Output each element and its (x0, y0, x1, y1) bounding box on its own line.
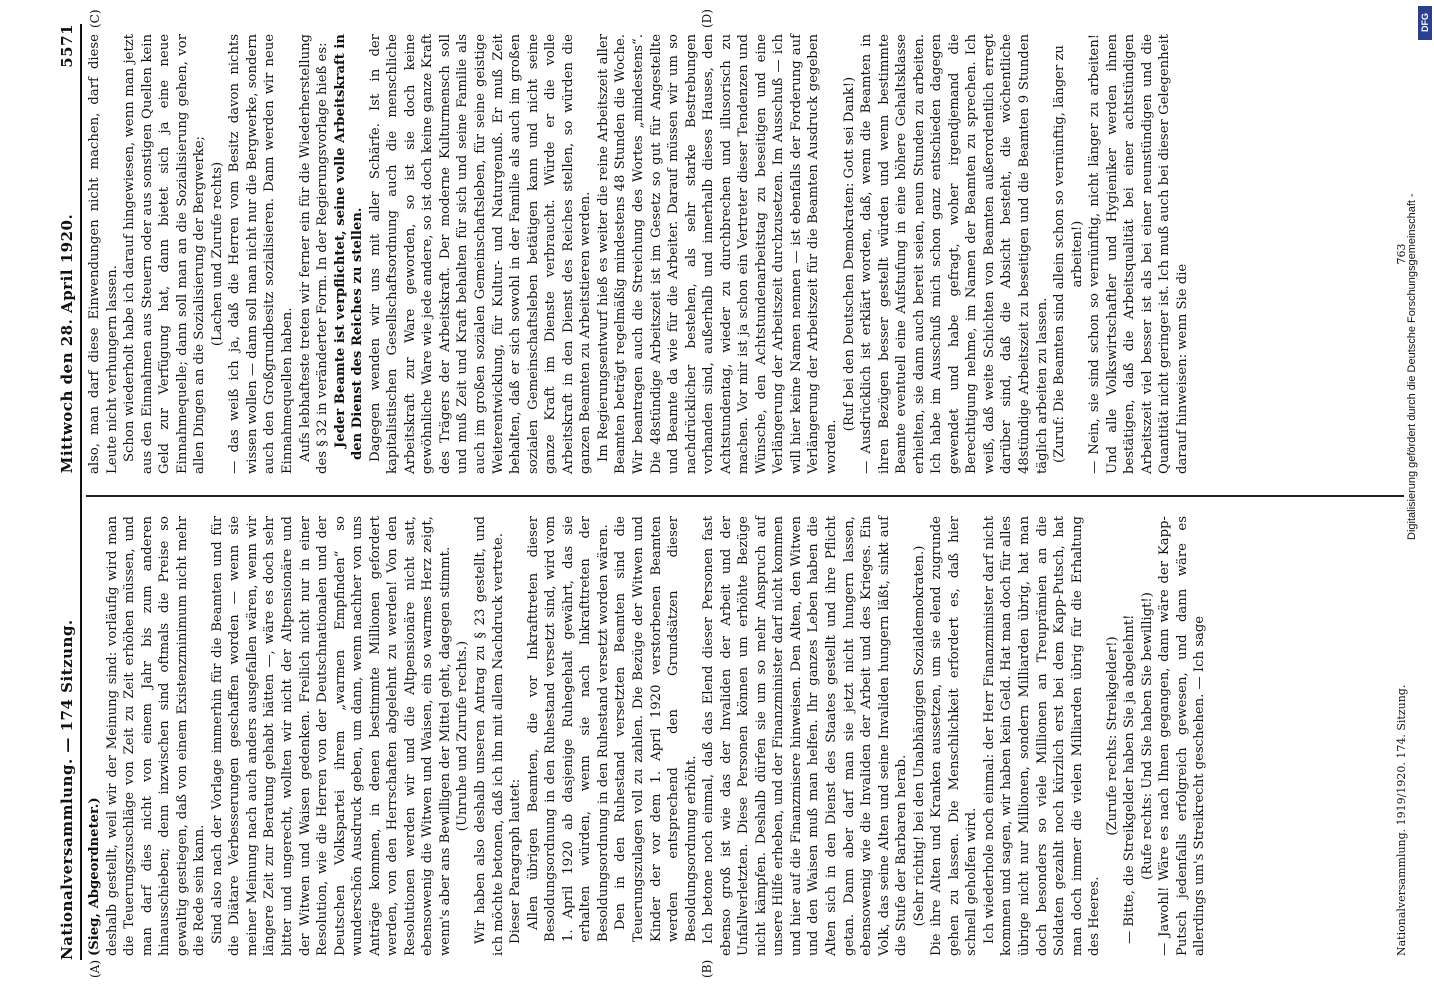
left-column (86, 516, 1404, 956)
interjection: (Unruhe und Zurufe rechts.) (455, 640, 471, 832)
paragraph: Dagegen wenden wir uns mit aller Schärfe. Ist in der kapitalistischen Gesellschaftsordnung auch die menschliche Arbeitskraft zur Ware geworden, so ist sie doch keine gewöhnliche Ware wie jede andere, so ist doch keine ganze Kraft des Trägers der Arbeitskraft. Der moderne Kulturmensch soll und muß Zeit und Kraft behalten für sich und seine Familie als auch im großen sozialen Gemeinschaftsleben, für seine geistige Weiterentwicklung, für Kultur- und Naturgenuß. Er muß Zeit behalten, daß er sich sowohl in der Familie als auch im großen sozialen Gemeinschaftsleben betätigen kann und nicht seine ganze Kraft im Dienste verbraucht. Würde er die volle Arbeitskraft in den Dienst des Reiches stellen, so würden die ganzen Beamten zu Arbeitstieren werden. (367, 34, 594, 474)
margin-mark-c: (C) (88, 9, 102, 28)
interjection: (Sehr richtig! bei den Unabhängigen Sozialdemokraten.) (911, 545, 927, 927)
footer-number: 763 (1395, 243, 1408, 265)
paragraph: — Bitte, die Streikgelder haben Sie ja abgelehnt! (1122, 614, 1138, 944)
paragraph: also, man darf diese Einwendungen nicht machen, darf diese Leute nicht verhungern lassen. (87, 34, 120, 474)
interjection: (Zurufe rechts: Streikgelder!) (1104, 636, 1120, 836)
page-header (54, 24, 82, 960)
interjection: (Zuruf: Die Beamten sind allein schon so vernünftig, länger zu arbeiten!) (1052, 45, 1085, 463)
paragraph: Ich wiederhole noch einmal: der Herr Finanzminister darf nicht kommen und sagen, wir haben kein Geld. Hat man doch für alles übrige nicht nur Millionen, sondern Milliarden übrig, hat man doch besonders so viele Millionen an Treuprämien an die Soldaten gezahlt noch kürzlich erst bei dem Kapp-Putsch, hat man doch immer die vielen Milliarden übrig für die Erhaltung des Heeres. (981, 516, 1103, 956)
column-divider (86, 495, 1404, 497)
dfg-logo: DFG (1418, 6, 1432, 40)
paragraph: — Ausdrücklich ist erklärt worden, daß, wenn die Beamten in ihren Bezügen besser gestellt würden und wenn bestimmte Beamte eventuell eine Aufstufung in eine höhere Gehaltsklasse erhielten, sie dann auch bereit seien, neun Stunden zu arbeiten. Ich habe im Ausschuß mich schon ganz entschieden dagegen gewendet und habe gefragt, woher irgendjemand die Berechtigung nehme, im Namen der Beamten zu sprechen. Ich weiß, daß weite Schichten von Beamten außerordentlich erregt darüber sind, daß die Absicht besteht, die wöchentliche 48stündige Arbeitszeit zu beseitigen und die Beamten 9 Stunden täglich arbeiten zu lassen. (859, 34, 1050, 474)
paragraph: Dieser Paragraph lautet: (508, 778, 524, 944)
margin-mark-d: (D) (700, 9, 714, 28)
page-number: 5571 (58, 24, 76, 68)
interjection: (Rufe rechts: Und Sie haben Sie bewilligt!) (1139, 592, 1155, 880)
paragraph: Schon wiederholt habe ich darauf hingewiesen, wenn man jetzt aus den Einnahmen aus Steuern oder aus sonstigen Quellen kein Geld zur Verfügung hat, dann bietet sich ja eine neue Einnahmequelle; dann soll man an die Sozialisierung gehen, vor allen Dingen an die Sozialisierung der Bergwerke; (122, 34, 208, 474)
paragraph: deshalb gestellt, weil wir der Meinung sind: vorläufig wird man die Teuerungszuschläge von Zeit zu Zeit erhöhen müssen, und man darf dies nicht von einem Jahr bis zum anderen hinausschieben; denn inzwischen sind oftmals die Preise so gewaltig gestiegen, daß von einem Existenzminimum nicht mehr die Rede sein kann. (104, 516, 208, 956)
footer-session: Nationalversammlung. 1919/1920. 174. Sitzung. (1395, 684, 1408, 956)
interjection: (Ruf bei den Deutschen Demokraten: Gott sei Dank!) (841, 76, 857, 432)
paragraph: Die ihre Alten und Kranken aussetzen, um sie elend zugrunde gehen zu lassen. Die Menschlichkeit erfordert es, daß hier schnell geholfen wird. (929, 516, 980, 956)
paragraph: Aufs lebhafteste treten wir ferner ein für die Wiederherstellung des § 32 in veränderter Form. In der Regierungsvorlage hieß es: (297, 34, 331, 474)
margin-mark-a: (A) (88, 959, 102, 978)
paragraph: Ich betone noch einmal, daß das Elend dieser Personen fast ebenso groß ist wie das der Invaliden der Arbeit und der Unfallverletzten. Diese Personen können um erhöhte Bezüge nicht kämpfen. Deshalb dürfen sie um so mehr Anspruch auf unsere Hilfe erheben, und der Finanzminister darf nicht kommen und hier auf die Finanzmisere hinweisen. Den Alten, den Witwen und den Waisen muß man helfen. Ihr ganzes Leben haben die Alten sich in den Dienst des Staates gestellt und ihre Pflicht getan. Dann aber darf man sie jetzt nicht hungern lassen, ebensowenig wie die Invaliden der Arbeit und des Krieges. Ein Volk, das seine Alten und seine Invaliden hungern läßt, sinkt auf die Stufe der Barbaren herab. (701, 516, 910, 956)
quote-paragraph: Jeder Beamte ist verpflichtet, seine volle Arbeitskraft in den Dienst des Reiches zu stellen. (332, 34, 366, 460)
paragraph: — Nein, sie sind schon so vernünftig, nicht länger zu arbeiten! Und alle Volkswirtschaftler und Hygieniker werden ihnen bestätigen, daß die Arbeitsqualität bei einer achtstündigen Arbeitszeit viel besser ist als bei einer neunstündigen und die Quantität nicht geringer ist. Ich muß auch bei dieser Gelegenheit darauf hinweisen: wenn Sie die (1087, 34, 1190, 474)
quote-paragraph: Den in den Ruhestand versetzten Beamten sind die Teuerungszulagen voll zu zahlen. Die Bezüge der Witwen und Kinder der vor dem 1. April 1920 verstorbenen Beamten werden entsprechend den Grundsätzen dieser Besoldungsordnung erhöht. (613, 516, 699, 942)
header-left: Nationalversammlung. — 174 Sitzung. (58, 619, 76, 960)
interjection: (Lachen und Zurufe rechts) (209, 161, 225, 347)
paragraph: — Jawohl! Wäre es nach Ihnen gegangen, dann wäre der Kapp-Putsch jedenfalls erfolgreich gewesen, und dann wäre es allerdings um's Streikrecht geschehen. — Ich sage (1157, 516, 1208, 956)
digitization-strip (1400, 0, 1434, 1000)
margin-mark-b: (B) (700, 959, 714, 978)
paragraph: Im Regierungsentwurf hieß es weiter die reine Arbeitszeit aller Beamten beträgt regelmäßig mindestens 48 Stunden die Woche. Wir beantragen auch die Streichung des Wortes „mindestens“. Die 48stündige Arbeitszeit ist im Gesetz so gut für Angestellte und Beamte da wie für die Arbeiter. Darauf müssen wir um so nachdrücklicher bestehen, als sehr starke Bestrebungen vorhanden sind, außerhalb und innerhalb dieses Hauses, den Achtstundentag, wieder zu durchbrechen und illusorisch zu machen. Vor mir ist ja schon ein Vertreter dieser Tendenzen und Wünsche, den Achtstundenarbeitstag zu beseitigen und eine Verlängerung der Arbeitszeit durchzusetzen. Im Ausschuß — ich will hier keine Namen nennen — ist ebenfalls der Forderung auf Verlängerung der Arbeitszeit für die Beamten Ausdruck gegeben worden. (595, 34, 839, 474)
paragraph: Sind also nach der Vorlage immerhin für die Beamten und für die Diätare Verbesserungen geschaffen worden — wenn sie meiner Meinung nach auch anders ausgefallen wären, wenn wir längere Zeit zur Beratung gehabt hätten —, wäre es doch sehr bitter und ungerecht, wollten wir nicht der Altpensionäre und der Witwen und Waisen gedenken. Freilich nicht nur in einer Resolution, wie die Herren von der Deutschnationalen und der Deutschen Volkspartei ihrem „warmen Empfinden“ so wunderschön Ausdruck geben, um dann, wenn nachher von uns Anträge kommen, in denen bestimmte Millionen gefordert werden, von den Herrschaften abgelehnt zu werden! Von den Resolutionen werden wir und die Altpensionäre nicht satt, ebensowenig die Witwen und Waisen, ein so warmes Herz zeigt, wenn's aber ans Bewilligen der Mittel geht, dagegen stimmt. (209, 516, 453, 956)
quote-paragraph: Allen übrigen Beamten, die vor Inkrafttreten dieser Besoldungsordnung in den Ruhestand versetzt sind, wird vom 1. April 1920 ab dasjenige Ruhegehalt gewährt, das sie erhalten würden, wenn sie nach Inkrafttreten der Besoldungsordnung in den Ruhestand versetzt worden wären. (525, 516, 611, 942)
header-date: Mittwoch den 28. April 1920. (58, 213, 76, 474)
paragraph: — das weiß ich ja, daß die Herren vom Besitz davon nichts wissen wollen — dann soll man nicht nur die Bergwerke, sondern auch den Großgrundbesitz sozialisieren. Dann werden wir neue Einnahmequellen haben. (227, 34, 296, 474)
speaker-line: (Sieg, Abgeordneter.) (87, 797, 102, 956)
paragraph: Wir haben also deshalb unseren Antrag zu § 23 gestellt, und ich möchte betonen, daß ich ihn mit allem Nachdruck vertrete. (473, 516, 506, 956)
digitization-credit: Digitalisierung gefördert durch die Deutsche Forschungsgemeinschaft - (1406, 193, 1418, 540)
right-column (86, 34, 1404, 474)
